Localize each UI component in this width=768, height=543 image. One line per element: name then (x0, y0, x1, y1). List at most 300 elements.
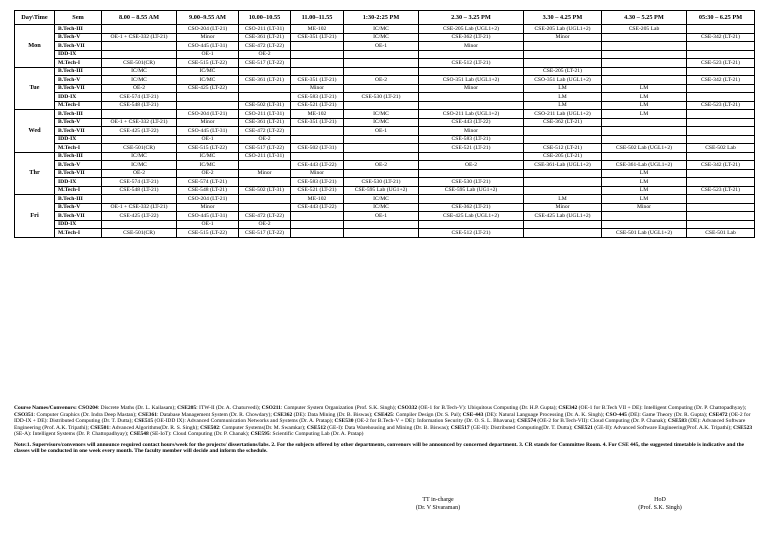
slot-cell: CSE-425 (LT-22) (177, 84, 239, 93)
slot-cell (239, 84, 291, 93)
header-cell: Day\Time (15, 11, 55, 25)
day-cell: Wed (15, 110, 55, 153)
slot-cell: IC/MC (177, 152, 239, 161)
table-row (15, 33, 755, 42)
slot-cell (687, 195, 755, 204)
header-cell: 9.00–9.55 AM (177, 11, 239, 25)
table-row (15, 42, 755, 51)
table-row (15, 50, 755, 59)
slot-cell (291, 212, 344, 221)
slot-cell: LM (602, 186, 687, 195)
slot-cell: CSE-502 (LT-31) (239, 186, 291, 195)
slot-cell: CSO-211 (LT-31) (239, 25, 291, 34)
header-cell: 4.30 – 5.25 PM (602, 11, 687, 25)
slot-cell: IC/MC (344, 203, 419, 212)
slot-cell (602, 118, 687, 127)
slot-cell (344, 229, 419, 238)
slot-cell (291, 152, 344, 161)
slot-cell: CSE-342 (LT-21) (687, 33, 755, 42)
slot-cell: Minor (419, 42, 524, 51)
semester-cell: IDD-IX (55, 135, 102, 144)
header-cell: 8.00 – 8.55 AM (102, 11, 177, 25)
slot-cell: Minor (524, 203, 602, 212)
slot-cell: CSO-351 Lab (UGL1+2) (419, 76, 524, 85)
slot-cell: CSE-583 (LT-21) (291, 93, 344, 102)
course-description: (SE-IoT): Cloud Computing (Dr. P. Chanak); (148, 431, 251, 437)
slot-cell (419, 93, 524, 102)
slot-cell: CSE-583 (LT-21) (419, 135, 524, 144)
header-cell: Sem (55, 11, 102, 25)
slot-cell: CSE-472 (LT-22) (239, 42, 291, 51)
slot-cell: LM (602, 195, 687, 204)
signature-role: HoD (654, 497, 666, 503)
day-cell: Thr (15, 152, 55, 195)
slot-cell (687, 42, 755, 51)
semester-cell: B.Tech-V (55, 76, 102, 85)
slot-cell: CSE-501 Lab (UGL1+2) (602, 229, 687, 238)
course-description: (SE-A): Intelligent Systems (Dr. P. Chattopadhyay); (14, 431, 130, 437)
slot-cell (344, 169, 419, 178)
slot-cell: OE-2 (177, 169, 239, 178)
day-cell: Tue (15, 67, 55, 110)
course-code: CSO-445 (605, 411, 627, 418)
slot-cell: Minor (177, 203, 239, 212)
slot-cell: OE-1 + CSE-332 (LT-21) (102, 33, 177, 42)
slot-cell: CSE-595 Lab (UG1+2) (344, 186, 419, 195)
slot-cell (602, 42, 687, 51)
course-description: : Computer System Organization (Prof. S.K. Singh); (280, 405, 398, 411)
table-row (15, 76, 755, 85)
slot-cell: LM (602, 110, 687, 119)
slot-cell (524, 42, 602, 51)
slot-cell (687, 118, 755, 127)
slot-cell: CSE-517 (LT-22) (239, 59, 291, 68)
slot-cell: OE-2 (102, 169, 177, 178)
slot-cell (419, 152, 524, 161)
table-row (15, 101, 755, 110)
slot-cell (524, 186, 602, 195)
slot-cell (102, 50, 177, 59)
course-description: (OE-2 for B.Tech-V + DE): Information Security (Dr. O. S. L. Bhavana); (353, 418, 518, 424)
slot-cell: CSE-205 Lab (UGL1+2) (419, 25, 524, 34)
semester-cell: B.Tech-V (55, 203, 102, 212)
slot-cell: CSE-548 (LT-21) (102, 101, 177, 110)
slot-cell: OE-2 (102, 84, 177, 93)
slot-cell: LM (524, 93, 602, 102)
table-row (15, 59, 755, 68)
slot-cell (602, 76, 687, 85)
course-code: CSO351 (14, 411, 34, 418)
signature-role: TT in-charge (422, 497, 454, 503)
slot-cell (419, 50, 524, 59)
slot-cell: CSE-512 (LT-21) (419, 229, 524, 238)
course-description: (OE-1 for B.Tech VII + DE): Intelligent Computing (Dr. P. Chattopadhyay); (577, 405, 747, 411)
course-code: CSE342 (558, 405, 578, 411)
slot-cell (602, 212, 687, 221)
slot-cell (291, 127, 344, 136)
table-row (15, 229, 755, 238)
slot-cell: CSE-515 (LT-22) (177, 144, 239, 153)
slot-cell: CSO-445 (LT-31) (177, 127, 239, 136)
table-row (15, 135, 755, 144)
slot-cell: CSE-583 (LT-21) (291, 178, 344, 187)
slot-cell: LM (602, 93, 687, 102)
course-code: CSO332 (397, 405, 418, 411)
slot-cell (239, 195, 291, 204)
slot-cell (291, 42, 344, 51)
slot-cell (344, 50, 419, 59)
slot-cell: IC/MC (344, 25, 419, 34)
semester-cell: B.Tech-V (55, 33, 102, 42)
slot-cell (102, 110, 177, 119)
table-row (15, 110, 755, 119)
table-row (15, 93, 755, 102)
slot-cell: CSE-362 (LT-21) (524, 118, 602, 127)
slot-cell (602, 152, 687, 161)
table-row (15, 67, 755, 76)
table-row (15, 203, 755, 212)
slot-cell (344, 220, 419, 229)
slot-cell (602, 135, 687, 144)
slot-cell: ME-102 (291, 110, 344, 119)
slot-cell (239, 67, 291, 76)
slot-cell (291, 59, 344, 68)
slot-cell: CSE-502 Lab (UGL1+2) (602, 144, 687, 153)
slot-cell: LM (602, 101, 687, 110)
slot-cell (419, 67, 524, 76)
slot-cell: CSO-351 Lab (UGL1+2) (524, 76, 602, 85)
table-row (15, 195, 755, 204)
course-description: : Scientific Computing Lab (Dr. A. Pratap) (269, 431, 364, 437)
slot-cell: OE-1 (344, 42, 419, 51)
slot-cell: CSE-205 Lab (602, 25, 687, 34)
slot-cell: CSE-515 (LT-22) (177, 229, 239, 238)
slot-cell (419, 220, 524, 229)
course-description: (GE-I): Data Warehousing and Mining (Dr. B. Biswas); (325, 424, 451, 431)
header-cell: 2.30 – 3.25 PM (419, 11, 524, 25)
course-description: (DE): Advanced Software Engineering (Prof. A.K. Tripathi); (14, 418, 746, 431)
slot-cell (239, 93, 291, 102)
course-code: CSE523 (733, 424, 753, 431)
slot-cell: OE-2 (344, 76, 419, 85)
course-code: CSE517 (450, 424, 470, 431)
slot-cell: CSE-548 (LT-21) (102, 186, 177, 195)
slot-cell (524, 50, 602, 59)
note-paragraph: Note:1. Supervisors/convenors will announce required contact hours/week for the projects/ dissertations/labs. 2. For the subjects offered by other departments, convenors will be announced by concerned department. 3. CR stands for Committee Room. 4. For CSE 445, the suggested timetable is indicative and the classes will be conducted in one week every month. The faculty member will decide and inform the schedule. (14, 441, 745, 454)
slot-cell: CSE-521 (LT-21) (419, 144, 524, 153)
slot-cell: Minor (419, 84, 524, 93)
slot-cell: LM (602, 169, 687, 178)
slot-cell: CSE-521 (LT-21) (291, 186, 344, 195)
course-code: CSO211 (261, 405, 281, 411)
slot-cell: LM (524, 195, 602, 204)
semester-cell: B.Tech-VII (55, 42, 102, 51)
slot-cell (602, 59, 687, 68)
slot-cell (291, 229, 344, 238)
slot-cell: Minor (291, 84, 344, 93)
slot-cell (687, 84, 755, 93)
course-names-paragraph (14, 405, 754, 438)
slot-cell (602, 67, 687, 76)
slot-cell: ME-102 (291, 25, 344, 34)
slot-cell (524, 229, 602, 238)
table-row (15, 25, 755, 34)
slot-cell: CSE-548 (LT-21) (177, 186, 239, 195)
course-code: CSE515 (134, 418, 154, 424)
course-code: CSE530 (334, 418, 354, 424)
slot-cell: CSE-425 (LT-22) (102, 212, 177, 221)
timetable (14, 10, 755, 238)
slot-cell: CSO-211 Lab (UGL1+2) (524, 110, 602, 119)
slot-cell (177, 101, 239, 110)
slot-cell: CSE-362 (LT-21) (419, 203, 524, 212)
semester-cell: M.Tech-I (55, 186, 102, 195)
course-description: (GE-II): Distributed Computing(Dr. T. Dutta); (469, 424, 574, 431)
table-row (15, 84, 755, 93)
semester-cell: B.Tech-III (55, 25, 102, 34)
table-row (15, 152, 755, 161)
slot-cell: CSE-361-Lab (UGL1+2) (524, 161, 602, 170)
course-code: CSO204 (78, 405, 98, 411)
slot-cell (524, 169, 602, 178)
course-code: CSE574 (517, 418, 537, 424)
slot-cell: CSE-205 (LT-21) (524, 67, 602, 76)
slot-cell: CSE-443 (LT-22) (291, 203, 344, 212)
semester-cell: IDD-IX (55, 178, 102, 187)
hod-signature (600, 496, 720, 512)
slot-cell: CSE-523 (LT-21) (687, 186, 755, 195)
semester-cell: B.Tech-VII (55, 84, 102, 93)
slot-cell: CSE-472 (LT-22) (239, 127, 291, 136)
semester-cell: M.Tech-I (55, 59, 102, 68)
slot-cell: CSO-445 (LT-31) (177, 212, 239, 221)
course-code: CSE362 (273, 411, 293, 418)
slot-cell (687, 67, 755, 76)
slot-cell: CSE-530 (LT-21) (344, 178, 419, 187)
slot-cell (102, 195, 177, 204)
table-row (15, 169, 755, 178)
slot-cell (524, 135, 602, 144)
slot-cell: CSE-574 (LT-21) (102, 93, 177, 102)
slot-cell: CSE-523 (LT-21) (687, 101, 755, 110)
slot-cell (291, 67, 344, 76)
slot-cell: Minor (291, 169, 344, 178)
semester-cell: M.Tech-I (55, 144, 102, 153)
slot-cell (524, 59, 602, 68)
notes-section (14, 405, 754, 455)
slot-cell: CSE-425 Lab (UGL1+2) (419, 212, 524, 221)
slot-cell: CSE-351 (LT-21) (291, 76, 344, 85)
slot-cell: CSE-472 (LT-22) (239, 212, 291, 221)
slot-cell: CSE-501 Lab (687, 229, 755, 238)
course-description: : ITW-II (Dr. A. Chaturvedi); (196, 405, 262, 411)
slot-cell: IC/MC (102, 152, 177, 161)
slot-cell: IC/MC (344, 195, 419, 204)
semester-cell: M.Tech-I (55, 229, 102, 238)
slot-cell (687, 152, 755, 161)
slot-cell (419, 169, 524, 178)
slot-cell (239, 161, 291, 170)
slot-cell (291, 50, 344, 59)
table-row (15, 144, 755, 153)
course-code: CSE425 (373, 411, 393, 418)
slot-cell: CSE-443 (LT-22) (291, 161, 344, 170)
slot-cell (344, 59, 419, 68)
course-description: (GE-II): Advanced Software Engineering(Prof. A.K. Tripathi); (592, 424, 734, 431)
slot-cell: CSE-521 (LT-21) (291, 101, 344, 110)
slot-cell: CSE-501(CR) (102, 59, 177, 68)
slot-cell: CSE-351 (LT-21) (291, 33, 344, 42)
slot-cell: CSE-501(CR) (102, 144, 177, 153)
slot-cell: CSE-351 (LT-21) (291, 118, 344, 127)
slot-cell (102, 135, 177, 144)
slot-cell: OE-1 (344, 127, 419, 136)
semester-cell: B.Tech-VII (55, 127, 102, 136)
slot-cell (102, 25, 177, 34)
table-row (15, 161, 755, 170)
semester-cell: B.Tech-III (55, 110, 102, 119)
slot-cell: LM (524, 84, 602, 93)
slot-cell: CSE-574 (LT-21) (177, 178, 239, 187)
course-code: CSE-443 (462, 411, 484, 418)
slot-cell: CSE-595 Lab (UG1+2) (419, 186, 524, 195)
slot-cell (687, 135, 755, 144)
semester-cell: B.Tech-III (55, 195, 102, 204)
header-cell: 10.00–10.55 (239, 11, 291, 25)
slot-cell: IC/MC (344, 118, 419, 127)
slot-cell: LM (524, 101, 602, 110)
semester-cell: IDD-IX (55, 50, 102, 59)
course-code: Course Names/Convenors: (14, 405, 77, 411)
semester-cell: B.Tech-V (55, 161, 102, 170)
slot-cell (602, 127, 687, 136)
course-code: CSE361 (138, 411, 157, 418)
slot-cell (602, 220, 687, 229)
slot-cell (102, 220, 177, 229)
slot-cell: CSE-361 (LT-21) (239, 33, 291, 42)
semester-cell: B.Tech-III (55, 67, 102, 76)
slot-cell: Minor (602, 203, 687, 212)
course-description: : Advanced Algorithms(Dr. R. S. Singh); (109, 424, 201, 431)
course-description: (OE-IDD IX): Advanced Communication Networks and Systems (Dr. A. Pratap); (153, 418, 335, 424)
course-code: CSE205 (177, 405, 197, 411)
slot-cell: CSE-205 (LT-21) (524, 152, 602, 161)
slot-cell: CSE-425 Lab (UGL1+2) (524, 212, 602, 221)
slot-cell (687, 93, 755, 102)
course-description: : Computer Graphics (Dr. Indra Deep Mastan); (33, 411, 139, 418)
slot-cell (524, 178, 602, 187)
slot-cell: CSE-530 (LT-21) (419, 178, 524, 187)
slot-cell: CSE-517 (LT-22) (239, 144, 291, 153)
course-description: (DE): Game Theory (Dr. R. Gupta); (626, 411, 709, 418)
slot-cell: CSO-204 (LT-21) (177, 195, 239, 204)
table-row (15, 118, 755, 127)
slot-cell: CSO-204 (LT-21) (177, 25, 239, 34)
day-cell: Mon (15, 25, 55, 68)
slot-cell (687, 220, 755, 229)
course-code: CSE512 (306, 424, 326, 431)
slot-cell: CSE-517 (LT-22) (239, 229, 291, 238)
slot-cell (602, 50, 687, 59)
semester-cell: B.Tech-VII (55, 212, 102, 221)
course-description: : Compiler Design (Dr. S. Pal); (392, 411, 463, 418)
course-code: CSE548 (129, 431, 149, 437)
course-code: CSE595 (250, 431, 270, 437)
course-code: CSE583 (667, 418, 687, 424)
slot-cell: OE-2 (419, 161, 524, 170)
slot-cell: CSE-342 (LT-21) (687, 76, 755, 85)
table-row (15, 220, 755, 229)
slot-cell: CSE-512 (LT-21) (419, 59, 524, 68)
slot-cell: CSO-211 (LT-31) (239, 110, 291, 119)
slot-cell: OE-2 (239, 50, 291, 59)
slot-cell: IC/MC (102, 76, 177, 85)
slot-cell (687, 169, 755, 178)
slot-cell: OE-2 (239, 135, 291, 144)
slot-cell (687, 212, 755, 221)
course-description: (OE-1 for B.Tech-V): Ubiquitous Computing (Dr. H.P. Gupta); (417, 405, 559, 411)
slot-cell: OE-1 (177, 135, 239, 144)
slot-cell: CSE-361 (LT-21) (239, 76, 291, 85)
slot-cell: CSE-501(CR) (102, 229, 177, 238)
slot-cell (524, 220, 602, 229)
slot-cell (419, 101, 524, 110)
header-cell: 11.00–11.55 (291, 11, 344, 25)
slot-cell: OE-1 (177, 220, 239, 229)
semester-cell: IDD-IX (55, 93, 102, 102)
day-cell: Fri (15, 195, 55, 238)
slot-cell: Minor (419, 127, 524, 136)
course-code: CSE501 (90, 424, 110, 431)
slot-cell: OE-2 (239, 220, 291, 229)
slot-cell (177, 93, 239, 102)
slot-cell (239, 203, 291, 212)
slot-cell: CSE-362 (LT-21) (419, 33, 524, 42)
course-code: CSE521 (573, 424, 593, 431)
signature-name: (Dr. V Sivaraman) (415, 505, 461, 511)
semester-cell: M.Tech-I (55, 101, 102, 110)
slot-cell (344, 135, 419, 144)
course-description: : Computer Systems(Dr. M. Swamkar); (219, 424, 307, 431)
slot-cell: CSO-211 Lab (UGL1+2) (419, 110, 524, 119)
signature-name: (Prof. S.K. Singh) (638, 505, 682, 511)
slot-cell: CSE-425 (LT-22) (102, 127, 177, 136)
slot-cell (102, 42, 177, 51)
course-description: (OE-2 for B.Tech-VII): Cloud Computing (Dr. P. Chanak); (536, 418, 668, 424)
course-code: CSE472 (708, 411, 728, 418)
slot-cell (291, 220, 344, 229)
semester-cell: B.Tech-V (55, 118, 102, 127)
header-cell: 05:30 – 6.25 PM (687, 11, 755, 25)
slot-cell (344, 67, 419, 76)
slot-cell: CSE-361 (LT-21) (239, 118, 291, 127)
slot-cell (344, 101, 419, 110)
slot-cell: LM (602, 178, 687, 187)
slot-cell (687, 110, 755, 119)
slot-cell: ME-102 (291, 195, 344, 204)
slot-cell: IC/MC (177, 67, 239, 76)
course-description: (DE): Data Mining (Dr. B. Biswas); (292, 411, 374, 418)
slot-cell: CSE-361-Lab (UGL1+2) (602, 161, 687, 170)
slot-cell: CSE-502 Lab (687, 144, 755, 153)
slot-cell: OE-1 + CSE-332 (LT-21) (102, 203, 177, 212)
header-cell: 1:30-2:25 PM (344, 11, 419, 25)
slot-cell (344, 144, 419, 153)
slot-cell: IC/MC (102, 161, 177, 170)
header-cell: 3.30 – 4.25 PM (524, 11, 602, 25)
course-description: : Discrete Maths (Dr. L. Kailasam); (97, 405, 178, 411)
slot-cell: Minor (239, 169, 291, 178)
